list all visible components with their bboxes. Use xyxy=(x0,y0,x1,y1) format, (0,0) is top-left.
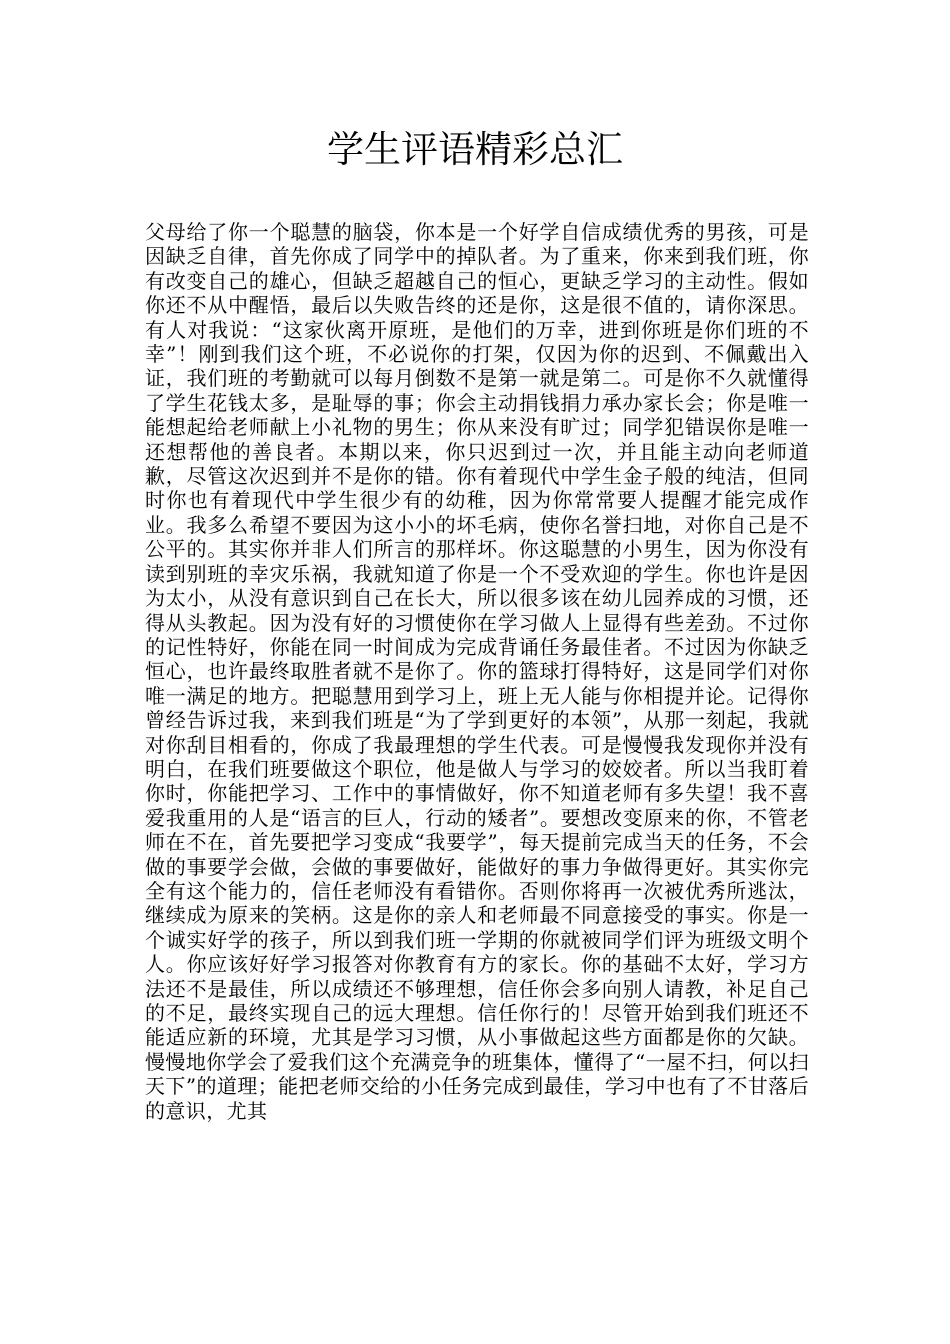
page-title: 学生评语精彩总汇 xyxy=(327,128,623,171)
body-paragraph: 父母给了你一个聪慧的脑袋，你本是一个好学自信成绩优秀的男孩，可是因缺乏自律，首先你成了同学中的掉队者。为了重来，你来到我们班，你有改变自己的雄心，但缺乏超越自己的恒心，更缺乏学习的主动性。假如你还不从中醒悟，最后以失败告终的还是你，这是很不值的，请你深思。有人对我说：“这家伙离开原班，是他们的万幸，进到你班是你们班的不幸”！刚到我们这个班，不必说你的打架，仅因为你的迟到、不佩戴出入证，我们班的考勤就可以每月倒数不是第一就是第二。可是你不久就懂得了学生花钱太多，是耻辱的事；你会主动捐钱捐力承办家长会；你是唯一能想起给老师献上小礼物的男生；你从来没有旷过；同学犯错误你是唯一还想帮他的善良者。本期以来，你只迟到过一次，并且能主动向老师道歉，尽管这次迟到并不是你的错。你有着现代中学生金子般的纯洁，但同时你也有着现代中学生很少有的幼稚，因为你常常要人提醒才能完成作业。我多么希望不要因为这小小的坏毛病，使你名誉扫地，对你自己是不公平的。其实你并非人们所言的那样坏。你这聪慧的小男生，因为你没有读到别班的幸灾乐祸，我就知道了你是一个不受欢迎的学生。你也许是因为太小，从没有意识到自己在长大，所以很多该在幼儿园养成的习惯，还得从头教起。因为没有好的习惯使你在学习做人上显得有些差劲。不过你的记性特好，你能在同一时间成为完成背诵任务最佳者。不过因为你缺乏恒心，也许最终取胜者就不是你了。你的篮球打得特好，这是同学们对你唯一满足的地方。把聪慧用到学习上，班上无人能与你相提并论。记得你曾经告诉过我，来到我们班是“为了学到更好的本领”，从那一刻起，我就对你刮目相看的，你成了我最理想的学生代表。可是慢慢我发现你并没有明白，在我们班要做这个职位，他是做人与学习的姣姣者。所以当我盯着你时，你能把学习、工作中的事情做好，你不知道老师有多失望！我不喜爱我重用的人是“语言的巨人，行动的矮者”。要想改变原来的你，不管老师在不在，首先要把学习变成“我要学”，每天提前完成当天的任务，不会做的事要学会做，会做的事要做好，能做好的事力争做得更好。其实你完全有这个能力的，信任老师没有看错你。否则你将再一次被优秀所逃汰，继续成为原来的笑柄。这是你的亲人和老师最不同意接受的事实。你是一个诚实好学的孩子，所以到我们班一学期的你就被同学们评为班级文明个人。你应该好好学习报答对你教育有方的家长。你的基础不太好，学习方法还不是最佳，所以成绩还不够理想，信任你会多向别人请教，补足自己的不足，最终实现自己的远大理想。信任你行的！尽管开始到我们班还不能适应新的环境，尤其是学习习惯，从小事做起这些方面都是你的欠缺。慢慢地你学会了爱我们这个充满竞争的班集体，懂得了“一屋不扫，何以扫天下”的道理；能把老师交给的小任务完成到最佳，学习中也有了不甘落后的意识，尤其 xyxy=(145,220,809,1123)
